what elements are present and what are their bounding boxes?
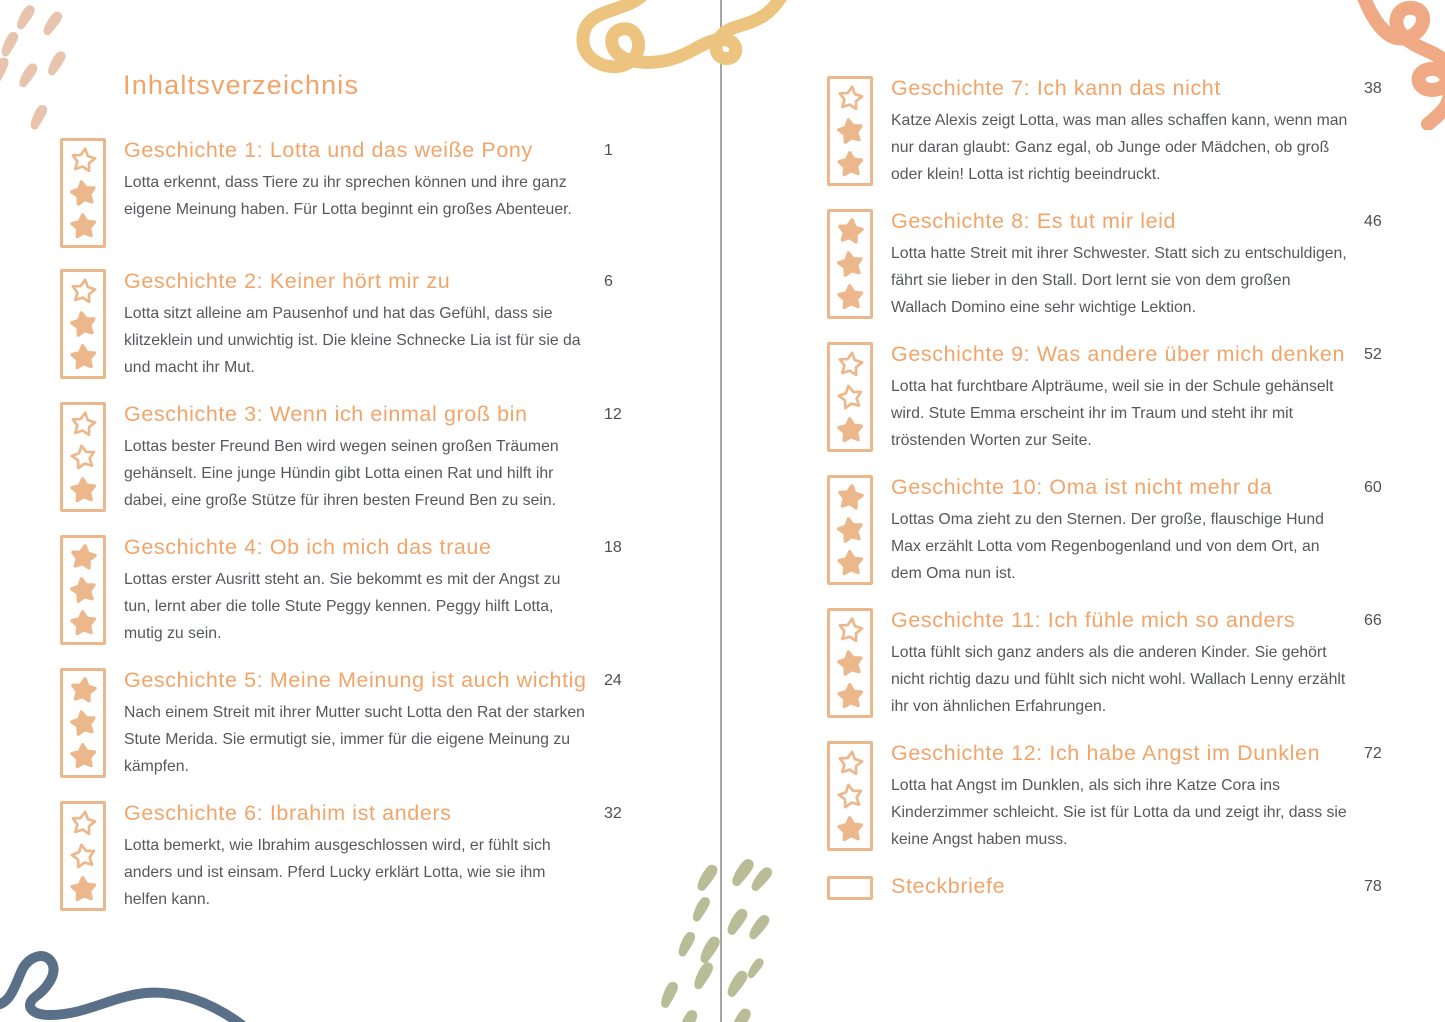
page-number[interactable]: 1 xyxy=(604,142,613,159)
story-title[interactable]: Steckbriefe xyxy=(891,874,1006,898)
page-number[interactable]: 12 xyxy=(604,406,622,423)
filled-star-icon xyxy=(69,742,98,771)
outline-star-icon xyxy=(835,349,865,379)
outline-star-icon xyxy=(835,83,865,113)
toc-entry[interactable] xyxy=(827,472,1405,587)
filled-star-icon xyxy=(69,476,98,505)
outline-star-icon xyxy=(834,780,865,811)
story-rating-box xyxy=(60,668,106,778)
story-rating-box xyxy=(827,209,873,319)
toc-entry-content xyxy=(124,532,590,647)
toc-entry[interactable] xyxy=(827,871,1405,905)
story-title[interactable]: Geschichte 7: Ich kann das nicht xyxy=(891,76,1221,100)
story-description: Lotta hat furchtbare Alpträume, weil sie in der Schule gehänselt wird. Stute Emma erscheint ihr im Traum und steht ihr mit tröstenden Worten zur Seite. xyxy=(891,378,1334,449)
toc-entry[interactable] xyxy=(827,605,1405,720)
story-title[interactable]: Geschichte 12: Ich habe Angst im Dunklen xyxy=(891,741,1321,765)
confetti-dashes-olive-icon xyxy=(650,848,780,1022)
filled-star-icon xyxy=(69,875,98,904)
filled-star-icon xyxy=(834,514,865,545)
page-number[interactable]: 24 xyxy=(604,672,622,689)
filled-star-icon xyxy=(67,177,98,208)
toc-entry[interactable] xyxy=(60,798,645,913)
page-number[interactable]: 18 xyxy=(604,539,622,556)
toc-entry-content xyxy=(891,73,1350,188)
story-title[interactable]: Geschichte 11: Ich fühle mich so anders xyxy=(891,608,1296,632)
page-fold-divider xyxy=(720,0,722,1022)
page-number[interactable]: 72 xyxy=(1364,745,1382,762)
story-description: Lotta hatte Streit mit ihrer Schwester. Statt sich zu entschuldigen, fährt sie lieber in den Stall. Dort lernt sie von dem großen Wallach Domino eine sehr wichtige Lektion. xyxy=(891,245,1347,316)
story-title[interactable]: Geschichte 5: Meine Meinung ist auch wichtig xyxy=(124,668,587,692)
outline-star-icon xyxy=(68,276,98,306)
toc-entry-content xyxy=(124,665,590,780)
page-number[interactable]: 46 xyxy=(1364,213,1382,230)
story-description: Lottas Oma zieht zu den Sternen. Der große, flauschige Hund Max erzählt Lotta vom Regenbogenland und von dem Ort, an dem Oma nun ist. xyxy=(891,511,1324,582)
story-rating-box xyxy=(60,138,106,248)
filled-star-icon xyxy=(834,115,865,146)
story-description: Katze Alexis zeigt Lotta, was man alles schaffen kann, wenn man nur daran glaubt: Ganz egal, ob Junge oder Mädchen, ob groß oder klein! Lotta ist richtig beeindruckt. xyxy=(891,112,1348,183)
outline-star-icon xyxy=(67,441,98,472)
story-description: Lotta sitzt alleine am Pausenhof und hat das Gefühl, dass sie klitzeklein und unwichtig ist. Die kleine Schnecke Lia ist für sie da und macht ihr Mut. xyxy=(124,305,581,376)
story-title[interactable]: Geschichte 10: Oma ist nicht mehr da xyxy=(891,475,1273,499)
story-title[interactable]: Geschichte 1: Lotta und das weiße Pony xyxy=(124,138,533,162)
filled-star-icon xyxy=(67,707,98,738)
squiggle-doodle-navy-icon xyxy=(0,935,320,1022)
outline-star-icon xyxy=(68,145,98,175)
story-title[interactable]: Geschichte 8: Es tut mir leid xyxy=(891,209,1177,233)
story-description: Nach einem Streit mit ihrer Mutter sucht Lotta den Rat der starken Stute Merida. Sie ermutigt sie, immer für die eigene Meinung zu kämpfen. xyxy=(124,704,585,775)
filled-star-icon xyxy=(67,574,98,605)
filled-star-icon xyxy=(834,647,865,678)
outline-star-icon xyxy=(835,748,865,778)
story-description: Lottas bester Freund Ben wird wegen seinen großen Träumen gehänselt. Eine junge Hündin gibt Lotta einen Rat und hilft ihr dabei, eine große Stütze für ihren besten Freund Ben zu sein. xyxy=(124,438,559,509)
filled-star-icon xyxy=(69,609,98,638)
story-description: Lottas erster Ausritt steht an. Sie bekommt es mit der Angst zu tun, lernt aber die tolle Stute Peggy kennen. Peggy hilft Lotta, mutig zu sein. xyxy=(124,571,561,642)
filled-star-icon xyxy=(835,216,865,246)
filled-star-icon xyxy=(836,416,865,445)
toc-entry-list-right xyxy=(827,73,1405,905)
story-description: Lotta hat Angst im Dunklen, als sich ihre Katze Cora ins Kinderzimmer schleicht. Sie ist für Lotta da und zeigt ihr, dass sie keine Angst haben muss. xyxy=(891,777,1347,848)
toc-right-page xyxy=(827,73,1405,923)
page-number[interactable]: 66 xyxy=(1364,612,1382,629)
filled-star-icon xyxy=(836,549,865,578)
story-rating-box xyxy=(827,342,873,452)
filled-star-icon xyxy=(835,482,865,512)
page-title: Inhaltsverzeichnis xyxy=(123,70,360,100)
story-description: Lotta erkennt, dass Tiere zu ihr sprechen können und ihre ganz eigene Meinung haben. Für Lotta beginnt ein großes Abenteuer. xyxy=(124,174,572,218)
toc-entry-content xyxy=(891,605,1350,720)
story-rating-box xyxy=(827,76,873,186)
page-number[interactable]: 52 xyxy=(1364,346,1382,363)
toc-entry[interactable] xyxy=(60,135,645,248)
story-title[interactable]: Geschichte 6: Ibrahim ist anders xyxy=(124,801,452,825)
story-rating-box xyxy=(827,741,873,851)
toc-entry[interactable] xyxy=(827,339,1405,454)
page-number[interactable]: 32 xyxy=(604,805,622,822)
toc-entry-content xyxy=(124,135,590,223)
page-number[interactable]: 60 xyxy=(1364,479,1382,496)
filled-star-icon xyxy=(68,542,98,572)
filled-star-icon xyxy=(69,343,98,372)
toc-entry[interactable] xyxy=(827,738,1405,853)
filled-star-icon xyxy=(68,675,98,705)
story-title[interactable]: Geschichte 9: Was andere über mich denken xyxy=(891,342,1346,366)
toc-entry-content xyxy=(124,266,590,381)
toc-entry[interactable] xyxy=(60,532,645,647)
story-rating-box xyxy=(60,402,106,512)
toc-entry-content xyxy=(891,472,1350,587)
page-number[interactable]: 78 xyxy=(1364,878,1382,895)
page-number[interactable]: 38 xyxy=(1364,80,1382,97)
toc-entry-content xyxy=(891,206,1350,321)
story-rating-box xyxy=(60,269,106,379)
toc-entry-content xyxy=(124,399,590,514)
story-rating-box xyxy=(827,608,873,718)
toc-entry[interactable] xyxy=(60,665,645,780)
filled-star-icon xyxy=(836,815,865,844)
story-rating-box xyxy=(60,535,106,645)
toc-left-page xyxy=(60,70,645,931)
story-rating-box xyxy=(60,801,106,911)
toc-entry[interactable] xyxy=(827,73,1405,188)
story-description: Lotta fühlt sich ganz anders als die anderen Kinder. Sie gehört nicht richtig dazu und fühlt sich nicht wohl. Wallach Lenny erzählt ihr von ähnlichen Erfahrungen. xyxy=(891,644,1346,715)
toc-entry-content xyxy=(891,339,1350,454)
toc-entry-content xyxy=(891,738,1350,853)
story-rating-box xyxy=(827,876,873,900)
story-title[interactable]: Geschichte 3: Wenn ich einmal groß bin xyxy=(124,402,528,426)
filled-star-icon xyxy=(69,212,98,241)
toc-entry-list-left xyxy=(60,135,645,913)
story-rating-box xyxy=(827,475,873,585)
filled-star-icon xyxy=(836,283,865,312)
toc-entry[interactable] xyxy=(60,399,645,514)
filled-star-icon xyxy=(836,150,865,179)
filled-star-icon xyxy=(67,308,98,339)
page-number[interactable]: 6 xyxy=(604,273,613,290)
toc-entry-content xyxy=(124,798,590,913)
outline-star-icon xyxy=(834,381,865,412)
outline-star-icon xyxy=(68,409,98,439)
story-title[interactable]: Geschichte 2: Keiner hört mir zu xyxy=(124,269,451,293)
filled-star-icon xyxy=(834,248,865,279)
story-description: Lotta bemerkt, wie Ibrahim ausgeschlossen wird, er fühlt sich anders und ist einsam. Pferd Lucky erklärt Lotta, wie sie ihm helfen kann. xyxy=(124,837,551,908)
story-title[interactable]: Geschichte 4: Ob ich mich das traue xyxy=(124,535,492,559)
outline-star-icon xyxy=(67,840,98,871)
toc-entry[interactable] xyxy=(827,206,1405,321)
outline-star-icon xyxy=(68,808,98,838)
filled-star-icon xyxy=(836,682,865,711)
toc-entry[interactable] xyxy=(60,266,645,381)
outline-star-icon xyxy=(835,615,865,645)
toc-entry-content xyxy=(891,871,1350,905)
